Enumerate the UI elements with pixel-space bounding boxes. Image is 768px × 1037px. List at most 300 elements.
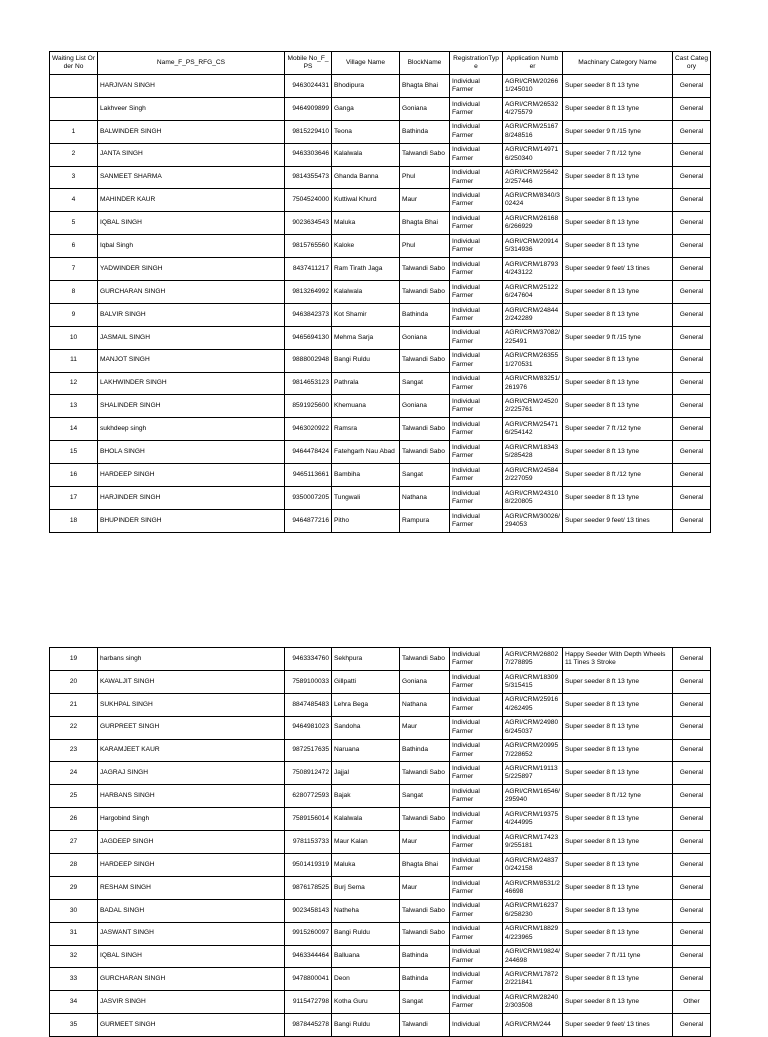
cell-block: Bathinda	[400, 120, 450, 143]
cell-application-number: AGRI/CRM/282402/303508	[503, 991, 563, 1014]
cell-mobile: 7589156014	[285, 808, 332, 831]
cell-name: HARBANS SINGH	[98, 785, 285, 808]
cell-mobile: 9463024431	[285, 75, 332, 98]
cell-name: RESHAM SINGH	[98, 876, 285, 899]
cell-mobile: 9888002948	[285, 349, 332, 372]
cell-village: Bajak	[332, 785, 400, 808]
table-row	[50, 258, 711, 281]
column-header: Machinary Category Name	[563, 52, 673, 75]
cell-order-no: 29	[50, 876, 98, 899]
cell-registration-type: Individual Farmer	[450, 143, 503, 166]
cell-machinery-category: Super seeder 8 ft 13 tyne	[563, 808, 673, 831]
cell-order-no	[50, 75, 98, 98]
cell-order-no: 14	[50, 418, 98, 441]
table-row	[50, 991, 711, 1014]
cell-mobile: 8591925600	[285, 395, 332, 418]
cell-mobile: 9465694130	[285, 326, 332, 349]
cell-name: JANTA SINGH	[98, 143, 285, 166]
cell-machinery-category: Super seeder 8 ft 13 tyne	[563, 281, 673, 304]
cell-order-no: 7	[50, 258, 98, 281]
table-row	[50, 648, 711, 671]
cell-mobile: 9915260097	[285, 922, 332, 945]
cell-mobile: 7508912472	[285, 762, 332, 785]
waiting-list-table-2	[49, 647, 711, 1037]
cell-machinery-category: Super seeder 9 ft /15 tyne	[563, 120, 673, 143]
cell-village: Pathrala	[332, 372, 400, 395]
cell-registration-type: Individual Farmer	[450, 739, 503, 762]
cell-mobile: 9501419319	[285, 854, 332, 877]
cell-order-no: 1	[50, 120, 98, 143]
cell-village: Khemuana	[332, 395, 400, 418]
cell-application-number: AGRI/CRM/178722/221841	[503, 968, 563, 991]
table-row	[50, 693, 711, 716]
cell-name: MANJOT SINGH	[98, 349, 285, 372]
cell-registration-type: Individual Farmer	[450, 464, 503, 487]
cell-block: Bathinda	[400, 968, 450, 991]
cell-order-no: 4	[50, 189, 98, 212]
cell-cast-category: General	[673, 372, 711, 395]
cell-machinery-category: Super seeder 8 ft 13 tyne	[563, 762, 673, 785]
table-row	[50, 854, 711, 877]
cell-block: Sangat	[400, 991, 450, 1014]
cell-machinery-category: Super seeder 8 ft 13 tyne	[563, 97, 673, 120]
table-row	[50, 739, 711, 762]
cell-registration-type: Individual Farmer	[450, 281, 503, 304]
cell-cast-category: General	[673, 648, 711, 671]
cell-mobile: 9115472798	[285, 991, 332, 1014]
cell-order-no: 6	[50, 235, 98, 258]
cell-cast-category: General	[673, 968, 711, 991]
cell-village: Balluana	[332, 945, 400, 968]
table-row	[50, 876, 711, 899]
cell-village: Kaloke	[332, 235, 400, 258]
cell-machinery-category: Super seeder 8 ft /12 tyne	[563, 464, 673, 487]
cell-block: Talwandi Sabo	[400, 762, 450, 785]
cell-order-no: 28	[50, 854, 98, 877]
cell-village: Gillpatti	[332, 670, 400, 693]
cell-application-number: AGRI/CRM/243108/220805	[503, 487, 563, 510]
cell-village: Bangi Ruldu	[332, 922, 400, 945]
cell-application-number: AGRI/CRM/254716/254142	[503, 418, 563, 441]
cell-application-number: AGRI/CRM/259164/262495	[503, 693, 563, 716]
cell-application-number: AGRI/CRM/83251/261976	[503, 372, 563, 395]
column-header: Village Name	[332, 52, 400, 75]
cell-village: Maur Kalan	[332, 831, 400, 854]
cell-order-no: 3	[50, 166, 98, 189]
cell-block: Bathinda	[400, 945, 450, 968]
cell-application-number: AGRI/CRM/248370/242158	[503, 854, 563, 877]
cell-name: JASMAIL SINGH	[98, 326, 285, 349]
cell-block: Nathana	[400, 693, 450, 716]
cell-registration-type: Individual Farmer	[450, 258, 503, 281]
table-row	[50, 143, 711, 166]
cell-registration-type: Individual Farmer	[450, 372, 503, 395]
cell-village: Naruana	[332, 739, 400, 762]
cell-mobile: 9023458143	[285, 899, 332, 922]
table-row	[50, 785, 711, 808]
table-row	[50, 212, 711, 235]
cell-application-number: AGRI/CRM/183435/285428	[503, 441, 563, 464]
table-row	[50, 509, 711, 532]
cell-cast-category: General	[673, 762, 711, 785]
cell-machinery-category: Super seeder 8 ft 13 tyne	[563, 372, 673, 395]
cell-application-number: AGRI/CRM/256422/257446	[503, 166, 563, 189]
cell-registration-type: Individual Farmer	[450, 854, 503, 877]
cell-village: Ghanda Banna	[332, 166, 400, 189]
cell-registration-type: Individual Farmer	[450, 395, 503, 418]
cell-block: Talwandi	[400, 1014, 450, 1037]
cell-application-number: AGRI/CRM/248442/242289	[503, 303, 563, 326]
cell-order-no: 34	[50, 991, 98, 1014]
cell-cast-category: General	[673, 464, 711, 487]
cell-machinery-category: Super seeder 8 ft 13 tyne	[563, 739, 673, 762]
cell-order-no: 10	[50, 326, 98, 349]
cell-registration-type: Individual Farmer	[450, 762, 503, 785]
cell-village: Kalalwala	[332, 143, 400, 166]
table-row	[50, 441, 711, 464]
cell-name: Lakhveer Singh	[98, 97, 285, 120]
cell-machinery-category: Super seeder 9 feet/ 13 tines	[563, 1014, 673, 1037]
cell-registration-type: Individual Farmer	[450, 716, 503, 739]
cell-registration-type: Individual Farmer	[450, 899, 503, 922]
cell-village: Deon	[332, 968, 400, 991]
cell-village: Teona	[332, 120, 400, 143]
cell-block: Bhagta Bhai	[400, 75, 450, 98]
table-header-row	[50, 52, 711, 75]
cell-name: SUKHPAL SINGH	[98, 693, 285, 716]
cell-registration-type: Individual Farmer	[450, 509, 503, 532]
cell-cast-category: General	[673, 785, 711, 808]
cell-cast-category: General	[673, 693, 711, 716]
cell-application-number: AGRI/CRM/202661/245010	[503, 75, 563, 98]
table-row	[50, 235, 711, 258]
cell-block: Talwandi Sabo	[400, 258, 450, 281]
cell-cast-category: General	[673, 212, 711, 235]
cell-cast-category: General	[673, 418, 711, 441]
cell-cast-category: General	[673, 235, 711, 258]
cell-name: IQBAL SINGH	[98, 945, 285, 968]
cell-village: Jajjal	[332, 762, 400, 785]
waiting-list-table-1	[49, 51, 711, 533]
cell-order-no: 9	[50, 303, 98, 326]
cell-machinery-category: Super seeder 8 ft 13 tyne	[563, 693, 673, 716]
cell-registration-type: Individual	[450, 1014, 503, 1037]
cell-cast-category: General	[673, 739, 711, 762]
cell-block: Bathinda	[400, 303, 450, 326]
cell-block: Bhagta Bhai	[400, 212, 450, 235]
cell-block: Talwandi Sabo	[400, 441, 450, 464]
cell-cast-category: General	[673, 670, 711, 693]
table-row	[50, 762, 711, 785]
cell-name: SHALINDER SINGH	[98, 395, 285, 418]
cell-village: Kalalwala	[332, 808, 400, 831]
cell-order-no: 20	[50, 670, 98, 693]
cell-machinery-category: Super seeder 8 ft 13 tyne	[563, 991, 673, 1014]
cell-mobile: 8437411217	[285, 258, 332, 281]
column-header: Cast Category	[673, 52, 711, 75]
cell-block: Maur	[400, 189, 450, 212]
cell-block: Maur	[400, 831, 450, 854]
cell-village: Fatehgarh Nau Abad	[332, 441, 400, 464]
cell-village: Maluka	[332, 854, 400, 877]
cell-block: Goniana	[400, 326, 450, 349]
cell-machinery-category: Super seeder 8 ft 13 tyne	[563, 349, 673, 372]
cell-block: Talwandi Sabo	[400, 922, 450, 945]
table-row	[50, 922, 711, 945]
cell-application-number: AGRI/CRM/30026/294053	[503, 509, 563, 532]
cell-application-number: AGRI/CRM/162376/258230	[503, 899, 563, 922]
cell-cast-category: General	[673, 326, 711, 349]
table-row	[50, 395, 711, 418]
cell-registration-type: Individual Farmer	[450, 693, 503, 716]
cell-cast-category: General	[673, 97, 711, 120]
cell-registration-type: Individual Farmer	[450, 785, 503, 808]
cell-cast-category: General	[673, 509, 711, 532]
table-row	[50, 189, 711, 212]
cell-mobile: 9876178525	[285, 876, 332, 899]
cell-name: BALWINDER SINGH	[98, 120, 285, 143]
cell-mobile: 9463842373	[285, 303, 332, 326]
cell-block: Talwandi Sabo	[400, 899, 450, 922]
cell-block: Sangat	[400, 464, 450, 487]
cell-village: Mehma Sarja	[332, 326, 400, 349]
cell-cast-category: General	[673, 258, 711, 281]
table-row	[50, 326, 711, 349]
cell-name: BHOLA SINGH	[98, 441, 285, 464]
cell-name: Hargobind Singh	[98, 808, 285, 831]
cell-registration-type: Individual Farmer	[450, 968, 503, 991]
cell-block: Talwandi Sabo	[400, 349, 450, 372]
cell-name: GURCHARAN SINGH	[98, 968, 285, 991]
cell-order-no: 35	[50, 1014, 98, 1037]
table-row	[50, 670, 711, 693]
cell-cast-category: General	[673, 1014, 711, 1037]
cell-mobile: 9872517635	[285, 739, 332, 762]
cell-cast-category: General	[673, 395, 711, 418]
cell-registration-type: Individual Farmer	[450, 441, 503, 464]
cell-name: YADWINDER SINGH	[98, 258, 285, 281]
cell-mobile: 9463020922	[285, 418, 332, 441]
cell-registration-type: Individual Farmer	[450, 326, 503, 349]
cell-registration-type: Individual Farmer	[450, 648, 503, 671]
cell-cast-category: General	[673, 945, 711, 968]
cell-name: JASWANT SINGH	[98, 922, 285, 945]
cell-order-no: 21	[50, 693, 98, 716]
cell-block: Rampura	[400, 509, 450, 532]
cell-cast-category: General	[673, 441, 711, 464]
cell-machinery-category: Super seeder 8 ft 13 tyne	[563, 166, 673, 189]
cell-mobile: 6280772593	[285, 785, 332, 808]
cell-order-no: 33	[50, 968, 98, 991]
cell-application-number: AGRI/CRM/245842/227059	[503, 464, 563, 487]
column-header: Waiting List Order No	[50, 52, 98, 75]
cell-order-no: 2	[50, 143, 98, 166]
cell-village: Kalalwala	[332, 281, 400, 304]
cell-block: Talwandi Sabo	[400, 143, 450, 166]
cell-application-number: AGRI/CRM/16546/295940	[503, 785, 563, 808]
cell-village: Bambiha	[332, 464, 400, 487]
cell-cast-category: General	[673, 303, 711, 326]
cell-village: Bangi Ruldu	[332, 1014, 400, 1037]
cell-registration-type: Individual Farmer	[450, 487, 503, 510]
cell-name: harbans singh	[98, 648, 285, 671]
cell-application-number: AGRI/CRM/244	[503, 1014, 563, 1037]
cell-cast-category: General	[673, 75, 711, 98]
cell-registration-type: Individual Farmer	[450, 75, 503, 98]
cell-name: KAWALJIT SINGH	[98, 670, 285, 693]
cell-mobile: 7504524000	[285, 189, 332, 212]
cell-village: Bhodipura	[332, 75, 400, 98]
cell-order-no: 13	[50, 395, 98, 418]
cell-machinery-category: Super seeder 8 ft 13 tyne	[563, 235, 673, 258]
cell-village: Maluka	[332, 212, 400, 235]
cell-order-no: 19	[50, 648, 98, 671]
cell-order-no: 12	[50, 372, 98, 395]
cell-machinery-category: Super seeder 8 ft 13 tyne	[563, 441, 673, 464]
cell-machinery-category: Super seeder 8 ft 13 tyne	[563, 854, 673, 877]
cell-name: BADAL SINGH	[98, 899, 285, 922]
cell-registration-type: Individual Farmer	[450, 831, 503, 854]
cell-village: Ramsra	[332, 418, 400, 441]
cell-registration-type: Individual Farmer	[450, 349, 503, 372]
cell-cast-category: General	[673, 899, 711, 922]
cell-application-number: AGRI/CRM/245202/225761	[503, 395, 563, 418]
cell-name: KARAMJEET KAUR	[98, 739, 285, 762]
cell-cast-category: General	[673, 166, 711, 189]
cell-block: Maur	[400, 876, 450, 899]
cell-cast-category: General	[673, 854, 711, 877]
cell-name: HARDEEP SINGH	[98, 854, 285, 877]
cell-block: Goniana	[400, 670, 450, 693]
cell-registration-type: Individual Farmer	[450, 945, 503, 968]
table-row	[50, 716, 711, 739]
cell-mobile: 9463303646	[285, 143, 332, 166]
cell-machinery-category: Super seeder 8 ft 13 tyne	[563, 303, 673, 326]
cell-registration-type: Individual Farmer	[450, 876, 503, 899]
cell-cast-category: General	[673, 281, 711, 304]
cell-application-number: AGRI/CRM/149716/250340	[503, 143, 563, 166]
cell-mobile: 9813264992	[285, 281, 332, 304]
cell-registration-type: Individual Farmer	[450, 303, 503, 326]
cell-name: sukhdeep singh	[98, 418, 285, 441]
cell-registration-type: Individual Farmer	[450, 922, 503, 945]
table-row	[50, 418, 711, 441]
cell-mobile: 9815765560	[285, 235, 332, 258]
cell-village: Natheha	[332, 899, 400, 922]
cell-application-number: AGRI/CRM/8531/246698	[503, 876, 563, 899]
cell-village: Tungwali	[332, 487, 400, 510]
cell-order-no: 23	[50, 739, 98, 762]
cell-mobile: 9023634543	[285, 212, 332, 235]
cell-name: JAGRAJ SINGH	[98, 762, 285, 785]
cell-machinery-category: Super seeder 8 ft 13 tyne	[563, 189, 673, 212]
cell-registration-type: Individual Farmer	[450, 808, 503, 831]
cell-block: Talwandi Sabo	[400, 808, 450, 831]
column-header: Name_F_PS_RFG_CS	[98, 52, 285, 75]
cell-registration-type: Individual Farmer	[450, 166, 503, 189]
cell-machinery-category: Super seeder 7 ft /12 tyne	[563, 418, 673, 441]
cell-order-no: 30	[50, 899, 98, 922]
cell-order-no: 8	[50, 281, 98, 304]
cell-machinery-category: Happy Seeder With Depth Wheels 11 Tines 3 Stroke	[563, 648, 673, 671]
table-row	[50, 166, 711, 189]
cell-mobile: 9464478424	[285, 441, 332, 464]
cell-village: Ram Tirath Jaga	[332, 258, 400, 281]
cell-block: Goniana	[400, 97, 450, 120]
cell-name: GURCHARAN SINGH	[98, 281, 285, 304]
cell-block: Talwandi Sabo	[400, 281, 450, 304]
cell-registration-type: Individual Farmer	[450, 97, 503, 120]
cell-machinery-category: Super seeder 8 ft 13 tyne	[563, 75, 673, 98]
cell-application-number: AGRI/CRM/174239/255181	[503, 831, 563, 854]
cell-order-no: 32	[50, 945, 98, 968]
cell-machinery-category: Super seeder 7 ft /11 tyne	[563, 945, 673, 968]
cell-application-number: AGRI/CRM/209145/314936	[503, 235, 563, 258]
cell-application-number: AGRI/CRM/188294/223965	[503, 922, 563, 945]
cell-cast-category: General	[673, 487, 711, 510]
cell-order-no: 11	[50, 349, 98, 372]
cell-machinery-category: Super seeder 9 feet/ 13 tines	[563, 258, 673, 281]
cell-name: IQBAL SINGH	[98, 212, 285, 235]
cell-block: Bathinda	[400, 739, 450, 762]
cell-cast-category: General	[673, 808, 711, 831]
cell-application-number: AGRI/CRM/268027/278895	[503, 648, 563, 671]
cell-order-no: 26	[50, 808, 98, 831]
cell-application-number: AGRI/CRM/249806/245037	[503, 716, 563, 739]
cell-machinery-category: Super seeder 8 ft 13 tyne	[563, 212, 673, 235]
cell-machinery-category: Super seeder 8 ft /12 tyne	[563, 785, 673, 808]
table-row	[50, 464, 711, 487]
cell-cast-category: General	[673, 120, 711, 143]
column-header: RegistrationType	[450, 52, 503, 75]
cell-name: GURPREET SINGH	[98, 716, 285, 739]
cell-application-number: AGRI/CRM/265324/275579	[503, 97, 563, 120]
cell-registration-type: Individual Farmer	[450, 418, 503, 441]
cell-application-number: AGRI/CRM/19824/244698	[503, 945, 563, 968]
cell-cast-category: General	[673, 922, 711, 945]
cell-mobile: 9814653123	[285, 372, 332, 395]
cell-application-number: AGRI/CRM/263551/270531	[503, 349, 563, 372]
table-row	[50, 1014, 711, 1037]
cell-block: Bhagta Bhai	[400, 854, 450, 877]
cell-mobile: 9464909899	[285, 97, 332, 120]
table-row	[50, 831, 711, 854]
cell-block: Nathana	[400, 487, 450, 510]
cell-machinery-category: Super seeder 8 ft 13 tyne	[563, 899, 673, 922]
cell-application-number: AGRI/CRM/183095/315415	[503, 670, 563, 693]
cell-machinery-category: Super seeder 9 feet/ 13 tines	[563, 509, 673, 532]
table-row	[50, 968, 711, 991]
cell-village: Kot Shamir	[332, 303, 400, 326]
table-row	[50, 120, 711, 143]
cell-cast-category: General	[673, 143, 711, 166]
cell-mobile: 9463344464	[285, 945, 332, 968]
cell-machinery-category: Super seeder 9 ft /15 tyne	[563, 326, 673, 349]
cell-mobile: 9814355473	[285, 166, 332, 189]
cell-registration-type: Individual Farmer	[450, 189, 503, 212]
cell-village: Ganga	[332, 97, 400, 120]
cell-order-no	[50, 97, 98, 120]
cell-cast-category: General	[673, 876, 711, 899]
cell-mobile: 9464981023	[285, 716, 332, 739]
table-row	[50, 75, 711, 98]
cell-name: BALVIR SINGH	[98, 303, 285, 326]
cell-name: MAHINDER KAUR	[98, 189, 285, 212]
cell-block: Sangat	[400, 372, 450, 395]
cell-machinery-category: Super seeder 8 ft 13 tyne	[563, 831, 673, 854]
cell-cast-category: General	[673, 716, 711, 739]
cell-application-number: AGRI/CRM/193754/244995	[503, 808, 563, 831]
